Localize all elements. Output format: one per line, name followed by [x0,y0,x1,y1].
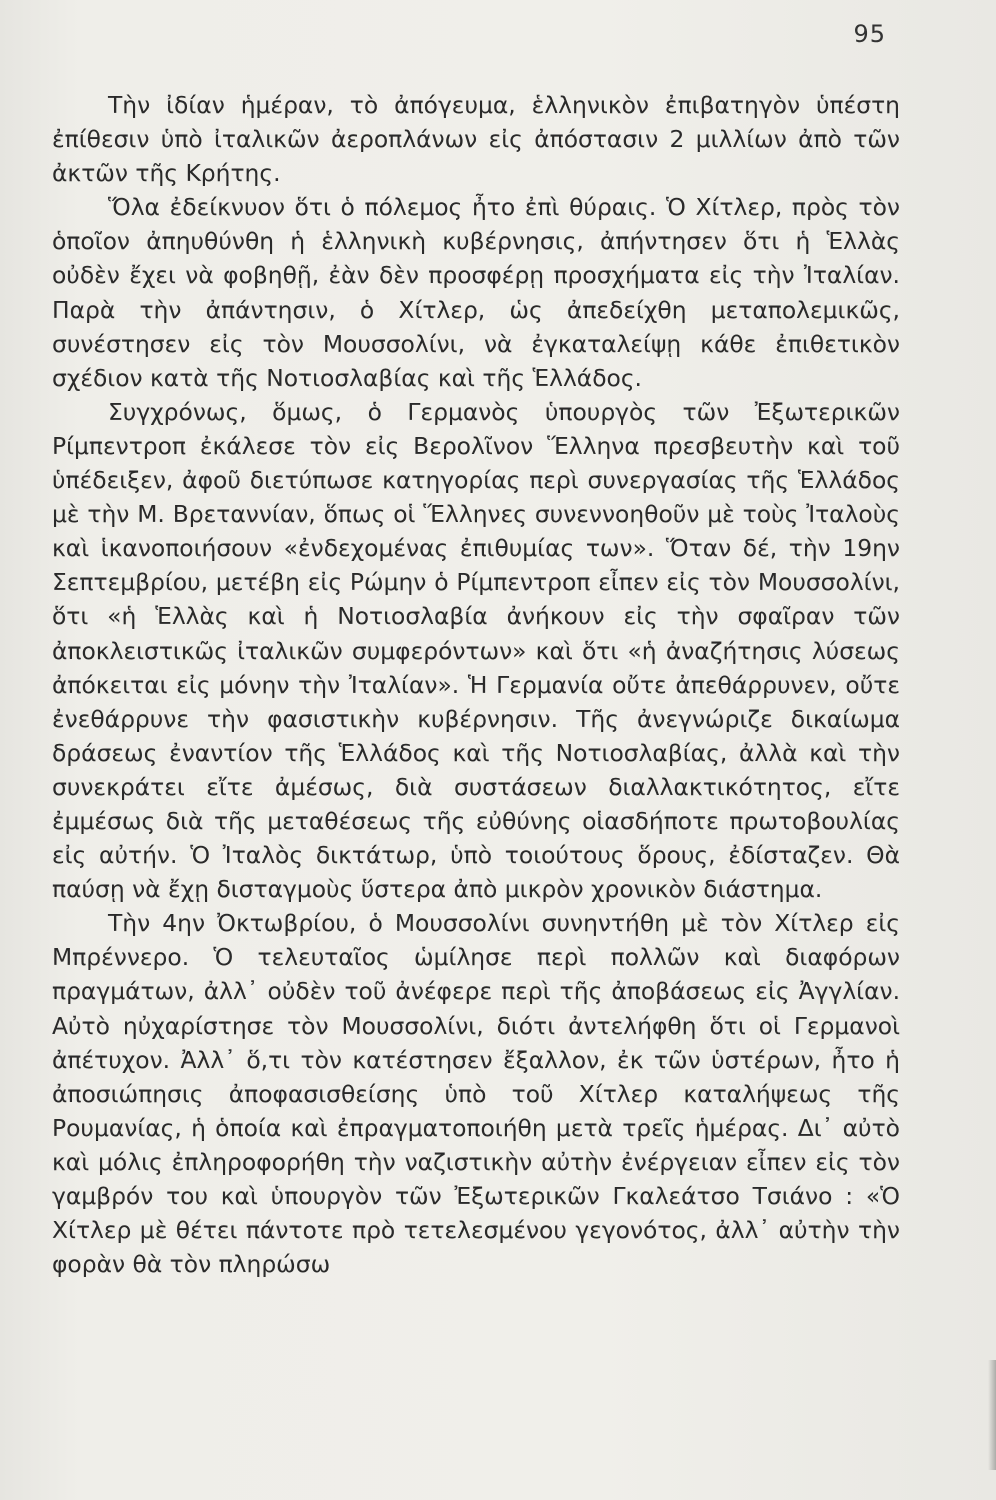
page-number: 95 [853,20,886,48]
paragraph-1: Τὴν ἰδίαν ἡμέραν, τὸ ἀπόγευμα, ἑλληνικὸν ἐπιβατηγὸν ὑπέστη ἐπίθεσιν ὑπὸ ἰταλικῶν ἀεροπλάνων εἰς ἀπόστασιν 2 μιλλίων ἀπὸ τῶν ἀκτῶν τῆς Κρήτης. [52,91,900,188]
body-text [52,88,900,1281]
paragraph-3: Συγχρόνως, ὅμως, ὁ Γερμανὸς ὑπουργὸς τῶν Ἐξωτερικῶν Ρίμπεντροπ ἐκάλεσε τὸν εἰς Βερολῖνον Ἕλληνα πρεσβευτὴν καὶ τοῦ ὑπέδειξεν, ἀφοῦ διετύπωσε κατηγορίας περὶ συνεργασίας τῆς Ἑλλάδος μὲ τὴν Μ. Βρεταννίαν, ὅπως οἱ Ἕλληνες συνεννοηθοῦν μὲ τοὺς Ἰταλοὺς καὶ ἱκανοποιήσουν «ἐνδεχομένας ἐπιθυμίας των». Ὅταν δέ, τὴν 19ην Σεπτεμβρίου, μετέβη εἰς Ρώμην ὁ Ρίμπεντροπ εἶπεν εἰς τὸν Μουσσολίνι, ὅτι «ἡ Ἑλλὰς καὶ ἡ Νοτιοσλαβία ἀνήκουν εἰς τὴν σφαῖραν τῶν ἀποκλειστικῶς ἰταλικῶν συμφερόντων» καὶ ὅτι «ἡ ἀναζήτησις λύσεως ἀπόκειται εἰς μόνην τὴν Ἰταλίαν». Ἡ Γερμανία οὔτε ἀπεθάρρυνεν, οὔτε ἐνεθάρρυνε τὴν φασιστικὴν κυβέρνησιν. Τῆς ἀνεγνώριζε δικαίωμα δράσεως ἐναντίον τῆς Ἑλλάδος καὶ τῆς Νοτιοσλαβίας, ἀλλὰ καὶ τὴν συνεκράτει εἴτε ἀμέσως, διὰ συστάσεων διαλλακτικότητος, εἴτε ἐμμέσως διὰ τῆς μεταθέσεως τῆς εὐθύνης οἱασδήποτε πρωτοβουλίας εἰς αὐτήν. Ὁ Ἰταλὸς δικτάτωρ, ὑπὸ τοιούτους ὅρους, ἐδίσταζεν. Θὰ παύσῃ νὰ ἔχῃ δισταγμοὺς ὕστερα ἀπὸ μικρὸν χρονικὸν διάστημα. [52,397,900,904]
paragraph-2: Ὅλα ἐδείκνυον ὅτι ὁ πόλεμος ἦτο ἐπὶ θύραις. Ὁ Χίτλερ, πρὸς τὸν ὁποῖον ἀπηυθύνθη ἡ ἑλληνικὴ κυβέρνησις, ἀπήντησεν ὅτι ἡ Ἑλλὰς οὐδὲν ἔχει νὰ φοβηθῇ, ἐὰν δὲν προσφέρῃ προσχήματα εἰς τὴν Ἰταλίαν. Παρὰ τὴν ἀπάντησιν, ὁ Χίτλερ, ὡς ἀπεδείχθη μεταπολεμικῶς, συνέστησεν εἰς τὸν Μουσσολίνι, νὰ ἐγκαταλείψῃ κάθε ἐπιθετικὸν σχέδιον κατὰ τῆς Νοτιοσλαβίας καὶ τῆς Ἑλλάδος. [52,193,900,392]
page-edge-shadow [988,1360,996,1470]
paragraph-4: Τὴν 4ην Ὀκτωβρίου, ὁ Μουσσολίνι συνηντήθη μὲ τὸν Χίτλερ εἰς Μπρέννερο. Ὁ τελευταῖος ὡμίλησε περὶ πολλῶν καὶ διαφόρων πραγμάτων, ἀλλ᾽ οὐδὲν τοῦ ἀνέφερε περὶ τῆς ἀποβάσεως εἰς Ἀγγλίαν. Αὐτὸ ηὐχαρίστησε τὸν Μουσσολίνι, διότι ἀντελήφθη ὅτι οἱ Γερμανοὶ ἀπέτυχον. Ἀλλ᾽ ὅ,τι τὸν κατέστησεν ἔξαλλον, ἐκ τῶν ὑστέρων, ἦτο ἡ ἀποσιώπησις ἀποφασισθείσης ὑπὸ τοῦ Χίτλερ καταλήψεως τῆς Ρουμανίας, ἡ ὁποία καὶ ἐπραγματοποιήθη μετὰ τρεῖς ἡμέρας. Δι᾽ αὐτὸ καὶ μόλις ἐπληροφορήθη τὴν ναζιστικὴν αὐτὴν ἐνέργειαν εἶπεν εἰς τὸν γαμβρόν του καὶ ὑπουργὸν τῶν Ἐξωτερικῶν Γκαλεάτσο Τσιάνο : «Ὁ Χίτλερ μὲ θέτει πάντοτε πρὸ τετελεσμένου γεγονότος, ἀλλ᾽ αὐτὴν τὴν φορὰν θὰ τὸν πληρώσω [52,909,900,1279]
